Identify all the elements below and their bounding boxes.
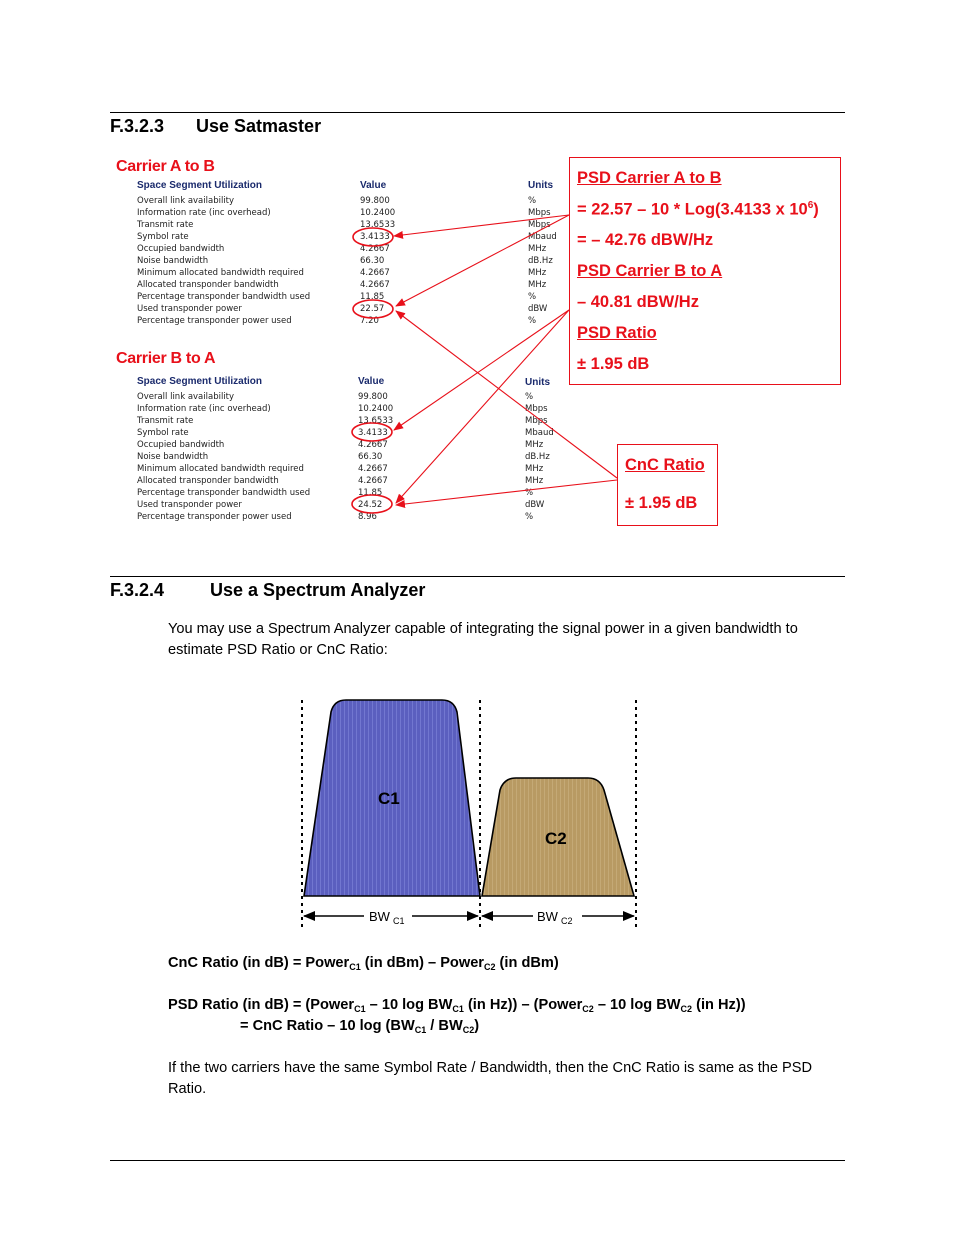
carrier-a-header-value: Value — [360, 180, 387, 191]
table-row-unit: dBW — [528, 304, 548, 314]
table-row-value: 4.2667 — [358, 440, 388, 450]
carrier-a-header-label: Space Segment Utilization — [137, 180, 263, 191]
table-row-unit: dBW — [525, 500, 545, 510]
table-row-unit: % — [525, 488, 534, 498]
table-row-label: Used transponder power — [137, 500, 242, 510]
table-row-value: 66.30 — [358, 452, 383, 462]
table-row-unit: % — [528, 316, 537, 326]
table-row-unit: Mbaud — [525, 428, 554, 438]
table-row-label: Minimum allocated bandwidth required — [137, 268, 304, 278]
table-row-label: Occupied bandwidth — [137, 244, 225, 254]
table-row-value: 99.800 — [360, 196, 390, 206]
table-row-label: Information rate (inc overhead) — [137, 404, 271, 414]
table-row-unit: % — [528, 292, 537, 302]
psd-carrier-a-formula: = 22.57 – 10 * Log(3.4133 x $10^6$) — [577, 200, 819, 219]
table-row-value: 3.4133 — [360, 232, 390, 242]
carrier-a-title: Carrier A to B — [116, 158, 215, 175]
table-row-value: 66.30 — [360, 256, 385, 266]
section-title: Use Satmaster — [196, 116, 322, 136]
carrier-a-header-units: Units — [528, 180, 553, 191]
table-row-unit: Mbps — [525, 416, 548, 426]
psd-ratio-equation: PSD Ratio (in dB) = (Power$_{C1}$ – 10 $\log BW_{C1}$ (in Hz)) – (Power$_{C2}$ – 10 $\log BW_{C2}$ (in Hz)) — [168, 997, 746, 1014]
table-row-unit: MHz — [528, 280, 547, 290]
table-row-label: Percentage transponder bandwidth used — [137, 488, 311, 498]
psd-carrier-a-heading: PSD Carrier A to B — [577, 169, 722, 187]
table-row-unit: Mbps — [528, 208, 551, 218]
table-row-label: Percentage transponder power used — [137, 316, 292, 326]
intro-paragraph: You may use a Spectrum Analyzer capable of integrating the signal power in a given bandwidth to estimate PSD Ratio or CnC Ratio: — [168, 621, 798, 658]
table-row-unit: dB.Hz — [525, 452, 550, 462]
arrow-cnc-to-b-power — [396, 480, 617, 505]
closing-paragraph: If the two carriers have the same Symbol Rate / Bandwidth, then the CnC Ratio is same as the PSD Ratio. — [168, 1060, 813, 1097]
psd-ratio-heading: PSD Ratio — [577, 324, 657, 342]
bw-c1-label: BW $_{C1}$ — [369, 909, 405, 926]
c2-label: C2 — [545, 829, 567, 848]
psd-carrier-a-result: = – 42.76 dBW/Hz — [577, 231, 714, 249]
carrier-b-title: Carrier B to A — [116, 350, 216, 367]
table-row-label: Information rate (inc overhead) — [137, 208, 271, 218]
table-row-label: Overall link availability — [137, 392, 235, 402]
table-row-value: 4.2667 — [360, 268, 390, 278]
table-row-unit: dB.Hz — [528, 256, 553, 266]
table-row-value: 11.85 — [358, 488, 383, 498]
spectrum-diagram — [0, 690, 954, 950]
table-row-value: 13.6533 — [358, 416, 394, 426]
table-row-unit: MHz — [525, 440, 544, 450]
cnc-ratio-value: ± 1.95 dB — [625, 494, 698, 512]
psd-ratio-value: ± 1.95 dB — [577, 355, 650, 373]
table-row-label: Transmit rate — [137, 220, 194, 230]
cnc-ratio-equation: CnC Ratio (in dB) = Power$_{C1}$ (in dBm) – Power$_{C2}$ (in dBm) — [168, 955, 559, 972]
psd-ratio-equation-continued: = CnC Ratio – 10 $\log (BW_{C1} / BW_{C2})$ — [240, 1018, 480, 1035]
section-title: Use a Spectrum Analyzer — [210, 580, 426, 600]
table-row-value: 22.57 — [360, 304, 385, 314]
table-row-unit: MHz — [525, 476, 544, 486]
table-row-unit: Mbps — [528, 220, 551, 230]
cnc-ratio-heading: CnC Ratio — [625, 456, 705, 474]
carrier-b-header-label: Space Segment Utilization — [137, 376, 263, 387]
psd-carrier-b-result: – 40.81 dBW/Hz — [577, 293, 699, 311]
table-row-value: 13.6533 — [360, 220, 396, 230]
carrier-b-header-value: Value — [358, 376, 385, 387]
footer-rule — [110, 1160, 845, 1161]
table-row-value: 8.96 — [358, 512, 377, 522]
section-rule — [110, 576, 845, 577]
table-row-value: 4.2667 — [360, 280, 390, 290]
table-row-value: 3.4133 — [358, 428, 388, 438]
table-row-value: 7.20 — [360, 316, 379, 326]
table-row-label: Percentage transponder bandwidth used — [137, 292, 311, 302]
table-row-unit: % — [528, 196, 537, 206]
table-row-label: Symbol rate — [137, 428, 189, 438]
table-row-label: Occupied bandwidth — [137, 440, 225, 450]
table-row-label: Used transponder power — [137, 304, 242, 314]
table-row-value: 99.800 — [358, 392, 388, 402]
carrier-b-header-units: Units — [525, 377, 550, 388]
psd-carrier-b-heading: PSD Carrier B to A — [577, 262, 723, 280]
table-row-label: Noise bandwidth — [137, 256, 209, 266]
cnc-ratio-box — [617, 444, 718, 526]
section-number: F.3.2.3 — [110, 116, 165, 136]
table-row-unit: Mbps — [525, 404, 548, 414]
table-row-label: Allocated transponder bandwidth — [137, 280, 279, 290]
table-row-value: 4.2667 — [360, 244, 390, 254]
table-row-value: 10.2400 — [360, 208, 396, 218]
table-row-label: Percentage transponder power used — [137, 512, 292, 522]
table-row-label: Minimum allocated bandwidth required — [137, 464, 304, 474]
table-row-unit: MHz — [525, 464, 544, 474]
table-row-unit: % — [525, 512, 534, 522]
table-row-value: 4.2667 — [358, 476, 388, 486]
table-row-label: Allocated transponder bandwidth — [137, 476, 279, 486]
section-heading-spectrum — [110, 580, 425, 601]
bw-c2-label: BW $_{C2}$ — [537, 909, 573, 926]
table-row-value: 10.2400 — [358, 404, 394, 414]
table-row-value: 24.52 — [358, 500, 383, 510]
table-row-value: 11.85 — [360, 292, 385, 302]
c1-label: C1 — [378, 789, 400, 808]
table-row-label: Transmit rate — [137, 416, 194, 426]
table-row-unit: % — [525, 392, 534, 402]
table-row-unit: Mbaud — [528, 232, 557, 242]
table-row-value: 4.2667 — [358, 464, 388, 474]
section-heading-satmaster — [110, 116, 321, 137]
section-number: F.3.2.4 — [110, 580, 165, 600]
table-row-label: Symbol rate — [137, 232, 189, 242]
top-rule — [110, 112, 845, 113]
table-row-label: Noise bandwidth — [137, 452, 209, 462]
table-row-unit: MHz — [528, 244, 547, 254]
table-row-unit: MHz — [528, 268, 547, 278]
table-row-label: Overall link availability — [137, 196, 235, 206]
psd-calculation-box — [569, 157, 841, 385]
